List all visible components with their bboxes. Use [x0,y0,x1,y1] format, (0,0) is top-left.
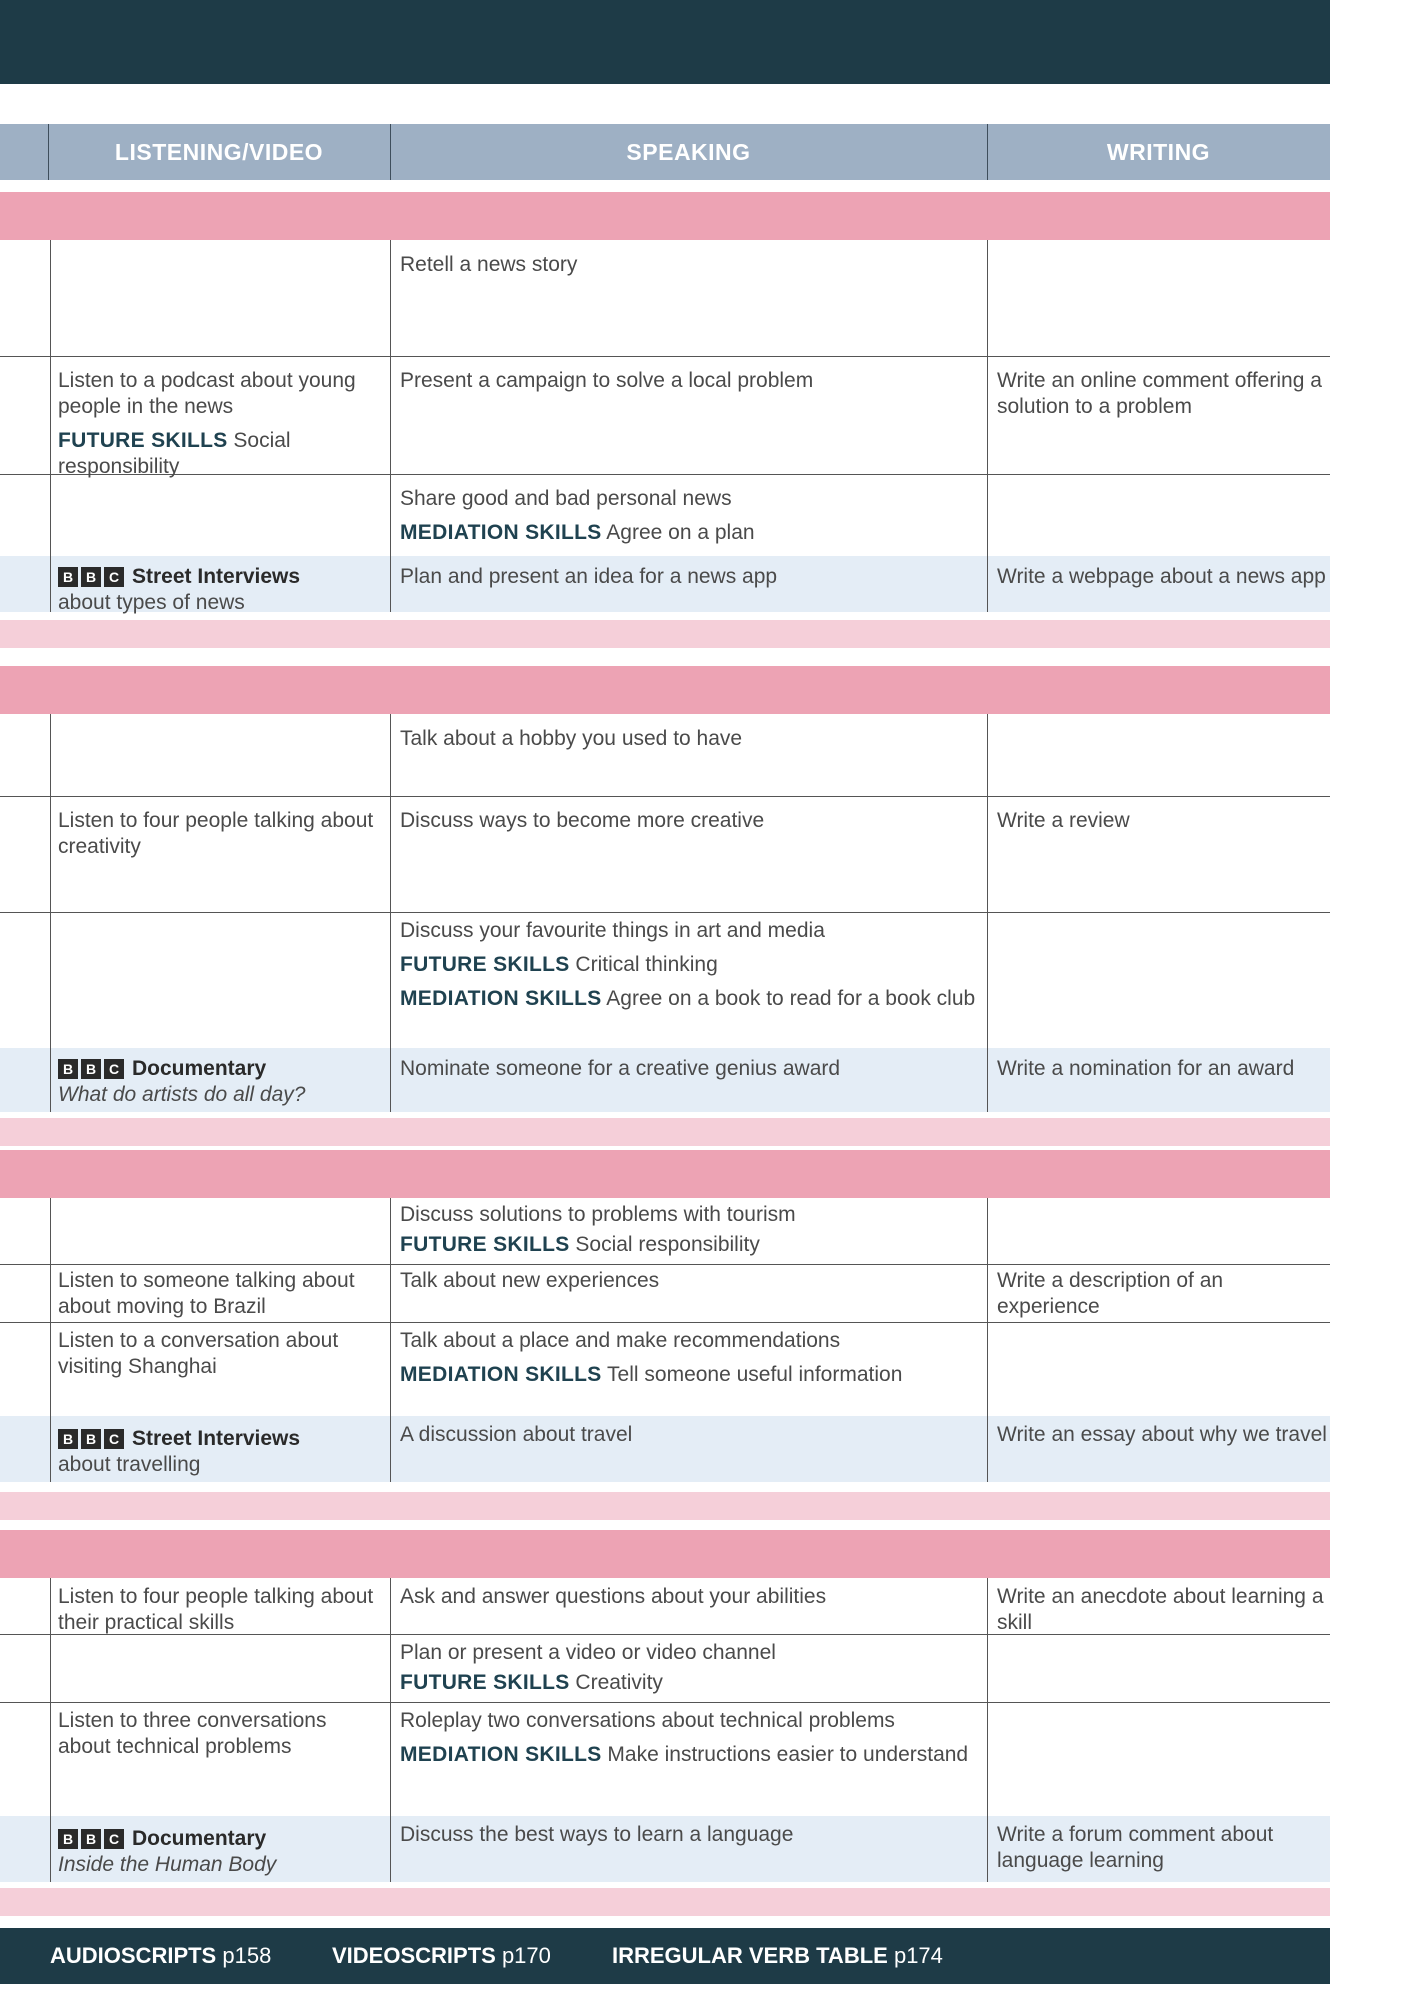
skill-label: MEDIATION SKILLS [400,1743,602,1766]
unit-rows [0,1198,1330,1482]
writing-cell: Write a review [997,809,1130,832]
listening-cell: Listen to four people talking about creativity [58,809,374,858]
table-row [0,1264,1330,1323]
column-divider [987,714,988,1112]
column-divider [390,714,391,1112]
writing-cell: Write an essay about why we travel [997,1423,1327,1446]
column-divider [987,1198,988,1482]
bbc-video-row [0,556,1330,612]
unit-strip [0,620,1330,648]
skill-detail: Creativity [575,1671,663,1694]
column-divider [390,1198,391,1482]
skill-line [400,520,980,546]
skill-line [400,952,980,978]
table-row [0,1634,1330,1703]
bbc-logo-icon: B B C [58,567,124,587]
speaking-text: Roleplay two conversations about technical problems [400,1709,895,1732]
skill-line [400,1742,980,1768]
table-row [0,474,1330,557]
top-banner [0,0,1330,84]
writing-cell: Write an online comment offering a solution to a problem [997,369,1322,418]
bbc-title: Documentary [132,1827,267,1850]
unit-band [0,192,1330,240]
footer-link-videoscripts[interactable]: VIDEOSCRIPTS p170 [332,1943,551,1968]
speaking-cell: Retell a news story [400,253,578,276]
table-row [0,240,1330,357]
skill-label: MEDIATION SKILLS [400,1363,602,1386]
skill-detail: Critical thinking [575,953,718,976]
listening-cell [58,368,378,480]
column-divider [390,240,391,612]
bbc-title: Street Interviews [132,1427,301,1450]
speaking-cell [400,918,980,1012]
unit-strip [0,1492,1330,1520]
speaking-cell: Nominate someone for a creative genius award [400,1057,841,1080]
bbc-heading [58,1826,378,1852]
bbc-title: Documentary [132,1057,267,1080]
listening-cell [58,1056,378,1108]
skill-line [400,986,980,1012]
speaking-text: Share good and bad personal news [400,487,732,510]
speaking-cell: Talk about new experiences [400,1269,660,1292]
speaking-cell: Discuss the best ways to learn a language [400,1823,794,1846]
column-divider [50,714,51,1112]
listening-cell [58,1426,378,1478]
speaking-text: Talk about a place and make recommendations [400,1329,841,1352]
listening-text: What do artists do all day? [58,1083,306,1106]
header-writing: WRITING [1106,139,1211,165]
listening-cell [58,564,378,616]
skill-detail: Tell someone useful information [607,1363,903,1386]
table-header [0,124,1330,180]
skill-label: MEDIATION SKILLS [400,987,602,1010]
skill-detail: Social responsibility [58,429,291,478]
table-row [0,714,1330,797]
bbc-logo-icon: B B C [58,1429,124,1449]
skill-detail: Agree on a book to read for a book club [606,987,976,1010]
listening-text: about travelling [58,1453,201,1476]
header-speaking: SPEAKING [626,139,751,165]
skill-label: FUTURE SKILLS [400,1233,570,1256]
speaking-cell [400,1328,980,1388]
unit-band [0,1530,1330,1578]
skill-label: MEDIATION SKILLS [400,521,602,544]
footer-link-audioscripts[interactable]: AUDIOSCRIPTS p158 [50,1943,272,1968]
unit-strip [0,1118,1330,1146]
column-divider [390,1578,391,1882]
column-divider [50,240,51,612]
column-divider [987,240,988,612]
header-listening: LISTENING/VIDEO [114,139,324,165]
listening-cell: Listen to four people talking about their practical skills [58,1585,374,1634]
table-row [0,1702,1330,1817]
speaking-cell: Discuss ways to become more creative [400,809,765,832]
listening-cell: Listen to someone talking about about moving to Brazil [58,1269,355,1318]
listening-text: Listen to a podcast about young people in the news [58,369,356,418]
bbc-logo-icon: B B C [58,1829,124,1849]
speaking-cell: Talk about a hobby you used to have [400,727,743,750]
skill-detail: Agree on a plan [606,521,755,544]
bbc-heading [58,564,378,590]
listening-cell [58,1826,378,1878]
bbc-video-row [0,1048,1330,1112]
listening-cell: Listen to three conversations about technical problems [58,1709,327,1758]
unit-rows [0,1578,1330,1882]
footer-link-irregular-verb-table[interactable]: IRREGULAR VERB TABLE p174 [612,1943,943,1968]
speaking-text: Discuss solutions to problems with tourism [400,1203,796,1226]
skill-label: FUTURE SKILLS [400,1671,570,1694]
skill-detail: Make instructions easier to understand [607,1743,969,1766]
unit-strip [0,1888,1330,1916]
writing-cell: Write a nomination for an award [997,1057,1295,1080]
table-row [0,1198,1330,1265]
listening-text: Inside the Human Body [58,1853,277,1876]
skill-label: FUTURE SKILLS [400,953,570,976]
skill-detail: Social responsibility [575,1233,760,1256]
unit-rows [0,714,1330,1112]
writing-cell: Write a description of an experience [997,1269,1224,1318]
unit-band [0,666,1330,714]
bbc-logo-icon: B B C [58,1059,124,1079]
footer-bar [0,1928,1330,1984]
column-divider [50,1578,51,1882]
skill-line [400,1670,980,1696]
unit-band [0,1150,1330,1198]
table-row [0,912,1330,1049]
table-row [0,796,1330,913]
table-row [0,1322,1330,1417]
speaking-cell [400,1708,980,1768]
skill-label: FUTURE SKILLS [58,429,228,452]
speaking-text: Discuss your favourite things in art and media [400,919,825,942]
table-row [0,356,1330,478]
listening-cell: Listen to a conversation about visiting Shanghai [58,1329,339,1378]
speaking-text: Plan or present a video or video channel [400,1641,776,1664]
speaking-cell [400,1640,980,1696]
column-divider [50,1198,51,1482]
unit-rows [0,240,1330,612]
bbc-title: Street Interviews [132,565,301,588]
table-row [0,1578,1330,1635]
writing-cell: Write a webpage about a news app [997,565,1326,588]
speaking-cell: A discussion about travel [400,1423,633,1446]
speaking-cell: Present a campaign to solve a local problem [400,369,814,392]
speaking-cell [400,1202,980,1258]
bbc-heading [58,1426,378,1452]
speaking-cell: Plan and present an idea for a news app [400,565,778,588]
bbc-heading [58,1056,378,1082]
bbc-video-row [0,1416,1330,1482]
column-divider [987,1578,988,1882]
writing-cell: Write a forum comment about language learning [997,1823,1274,1872]
skill-line [400,1232,980,1258]
skill-line [400,1362,980,1388]
skill-line [58,428,378,480]
speaking-cell: Ask and answer questions about your abilities [400,1585,827,1608]
speaking-cell [400,486,980,546]
listening-text: about types of news [58,591,245,614]
writing-cell: Write an anecdote about learning a skill [997,1585,1324,1634]
bbc-video-row [0,1816,1330,1882]
